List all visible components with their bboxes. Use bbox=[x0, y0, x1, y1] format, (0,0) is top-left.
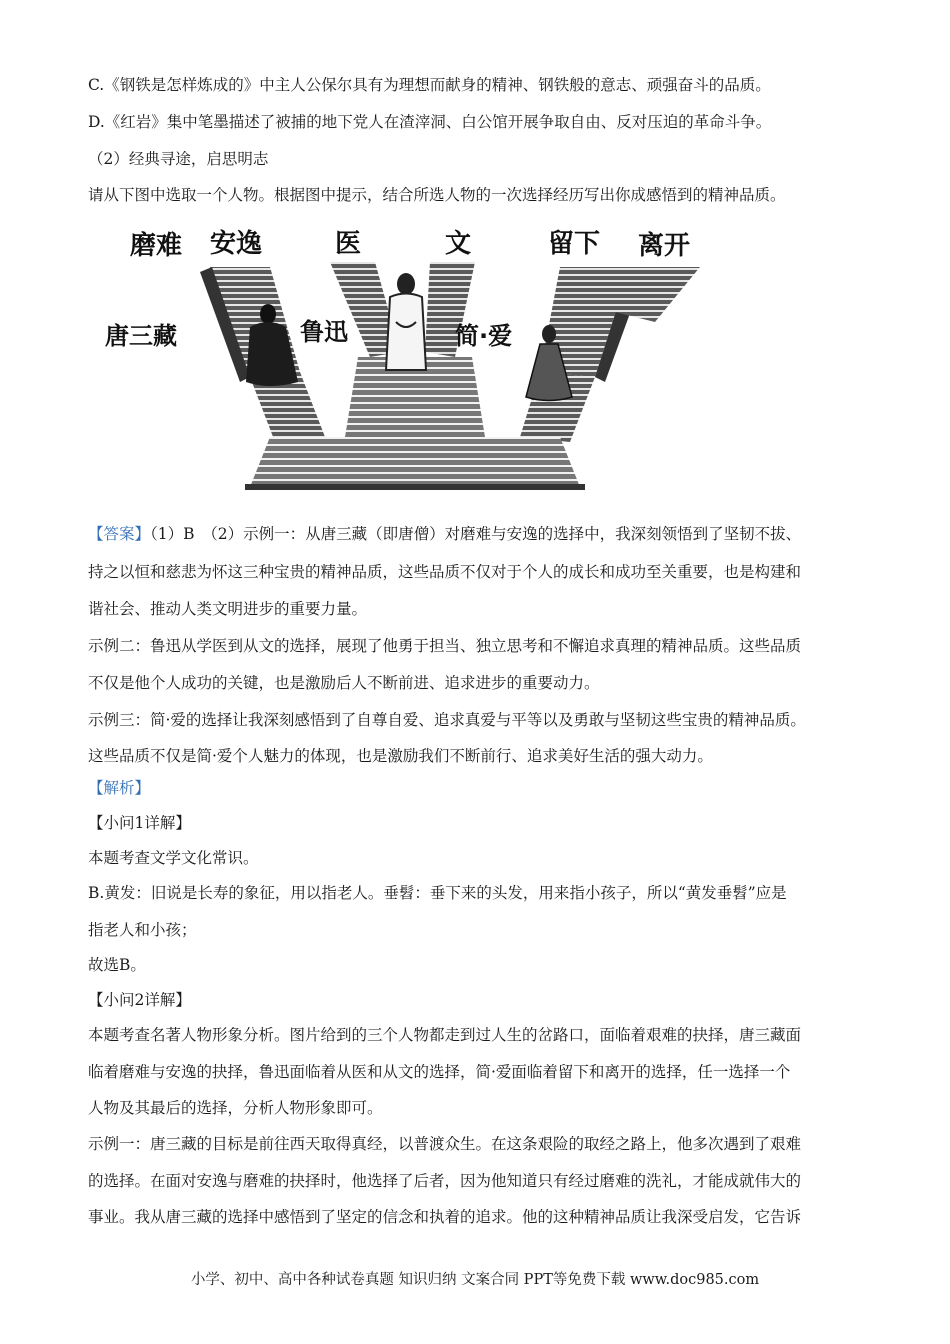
analysis-line-11: 的选择。在面对安逸与磨难的抉择时，他选择了后者，因为他知道只有经过磨难的洗礼，才能成就伟大的 bbox=[88, 1172, 802, 1190]
answer-text: （1）B （2）示例一：从唐三藏（即唐僧）对磨难与安逸的选择中，我深刻领悟到了坚韧不拔、 bbox=[150, 525, 802, 543]
answer-line-3: 谐社会、推动人类文明进步的重要力量。 bbox=[88, 600, 368, 618]
answer-line-6: 示例三：简·爱的选择让我深刻感悟到了自尊自爱、追求真爱与平等以及勇敢与坚韧这些宝贵的精神品质。 bbox=[88, 711, 806, 729]
label-stay: 留下 bbox=[548, 229, 601, 259]
answer-line-1 bbox=[88, 523, 878, 545]
question-2-prompt: 请从下图中选取一个人物。根据图中提示，结合所选人物的一次选择经历写出你成感悟到的精神品质。 bbox=[88, 186, 786, 204]
analysis-line-9: 人物及其最后的选择，分析人物形象即可。 bbox=[88, 1099, 383, 1117]
analysis-line-3: B.黄发：旧说是长寿的象征，用以指老人。垂髫：垂下来的头发，用来指小孩子，所以“黄发垂髫”应是 bbox=[88, 884, 787, 902]
answer-line-5: 不仅是他个人成功的关键，也是激励后人不断前进、追求进步的重要动力。 bbox=[88, 674, 600, 692]
base-platform bbox=[250, 437, 580, 487]
luxun-figure bbox=[386, 273, 426, 370]
analysis-line-10: 示例一：唐三藏的目标是前往西天取得真经，以普渡众生。在这条艰险的取经之路上，他多次遇到了艰难 bbox=[88, 1135, 802, 1153]
answer-tag: 【答案】 bbox=[88, 525, 151, 543]
label-tang-sanzang: 唐三藏 bbox=[105, 322, 177, 350]
analysis-line-1: 【小问1详解】 bbox=[88, 814, 191, 832]
analysis-line-2: 本题考查文学文化常识。 bbox=[88, 849, 259, 867]
label-hardship: 磨难 bbox=[130, 231, 183, 261]
label-medicine: 医 bbox=[335, 229, 362, 259]
label-jane-eyre: 简·爱 bbox=[455, 322, 513, 350]
option-d: D.《红岩》集中笔墨描述了被捕的地下党人在渣滓洞、白公馆开展争取自由、反对压迫的革命斗争。 bbox=[88, 113, 772, 131]
option-c: C.《钢铁是怎样炼成的》中主人公保尔具有为理想而献身的精神、钢铁般的意志、顽强奋斗的品质。 bbox=[88, 76, 771, 94]
right-stair-far bbox=[615, 267, 700, 322]
answer-line-7: 这些品质不仅是简·爱个人魅力的体现，也是激励我们不断前行、追求美好生活的强大动力。 bbox=[88, 747, 713, 765]
analysis-line-12: 事业。我从唐三藏的选择中感悟到了坚定的信念和执着的追求。他的这种精神品质让我深受启发，它告诉 bbox=[88, 1208, 802, 1226]
analysis-line-6: 【小问2详解】 bbox=[88, 991, 191, 1009]
analysis-line-4: 指老人和小孩； bbox=[88, 921, 197, 939]
question-2-title: （2）经典寻途，启思明志 bbox=[88, 150, 269, 168]
label-luxun: 鲁迅 bbox=[300, 318, 348, 346]
label-leave: 离开 bbox=[638, 231, 691, 261]
answer-line-2: 持之以恒和慈悲为怀这三种宝贵的精神品质，这些品质不仅对于个人的成长和成功至关重要，也是构建和 bbox=[88, 563, 802, 581]
answer-line-4: 示例二：鲁迅从学医到从文的选择，展现了他勇于担当、独立思考和不懈追求真理的精神品质。这些品质 bbox=[88, 637, 802, 655]
analysis-line-7: 本题考查名著人物形象分析。图片给到的三个人物都走到过人生的岔路口，面临着艰难的抉择，唐三藏面 bbox=[88, 1026, 802, 1044]
page-footer: 小学、初中、高中各种试卷真题 知识归纳 文案合同 PPT等免费下载 www.doc985.com bbox=[190, 1272, 760, 1288]
analysis-line-8: 临着磨难与安逸的抉择，鲁迅面临着从医和从文的选择，简·爱面临着留下和离开的选择，任一选择一个 bbox=[88, 1063, 791, 1081]
label-literature: 文 bbox=[445, 229, 472, 259]
analysis-tag: 【解析】 bbox=[88, 779, 151, 797]
label-ease: 安逸 bbox=[210, 229, 263, 259]
analysis-line-5: 故选B。 bbox=[88, 956, 146, 974]
base-edge bbox=[245, 484, 585, 490]
staircase-illustration bbox=[100, 222, 720, 507]
